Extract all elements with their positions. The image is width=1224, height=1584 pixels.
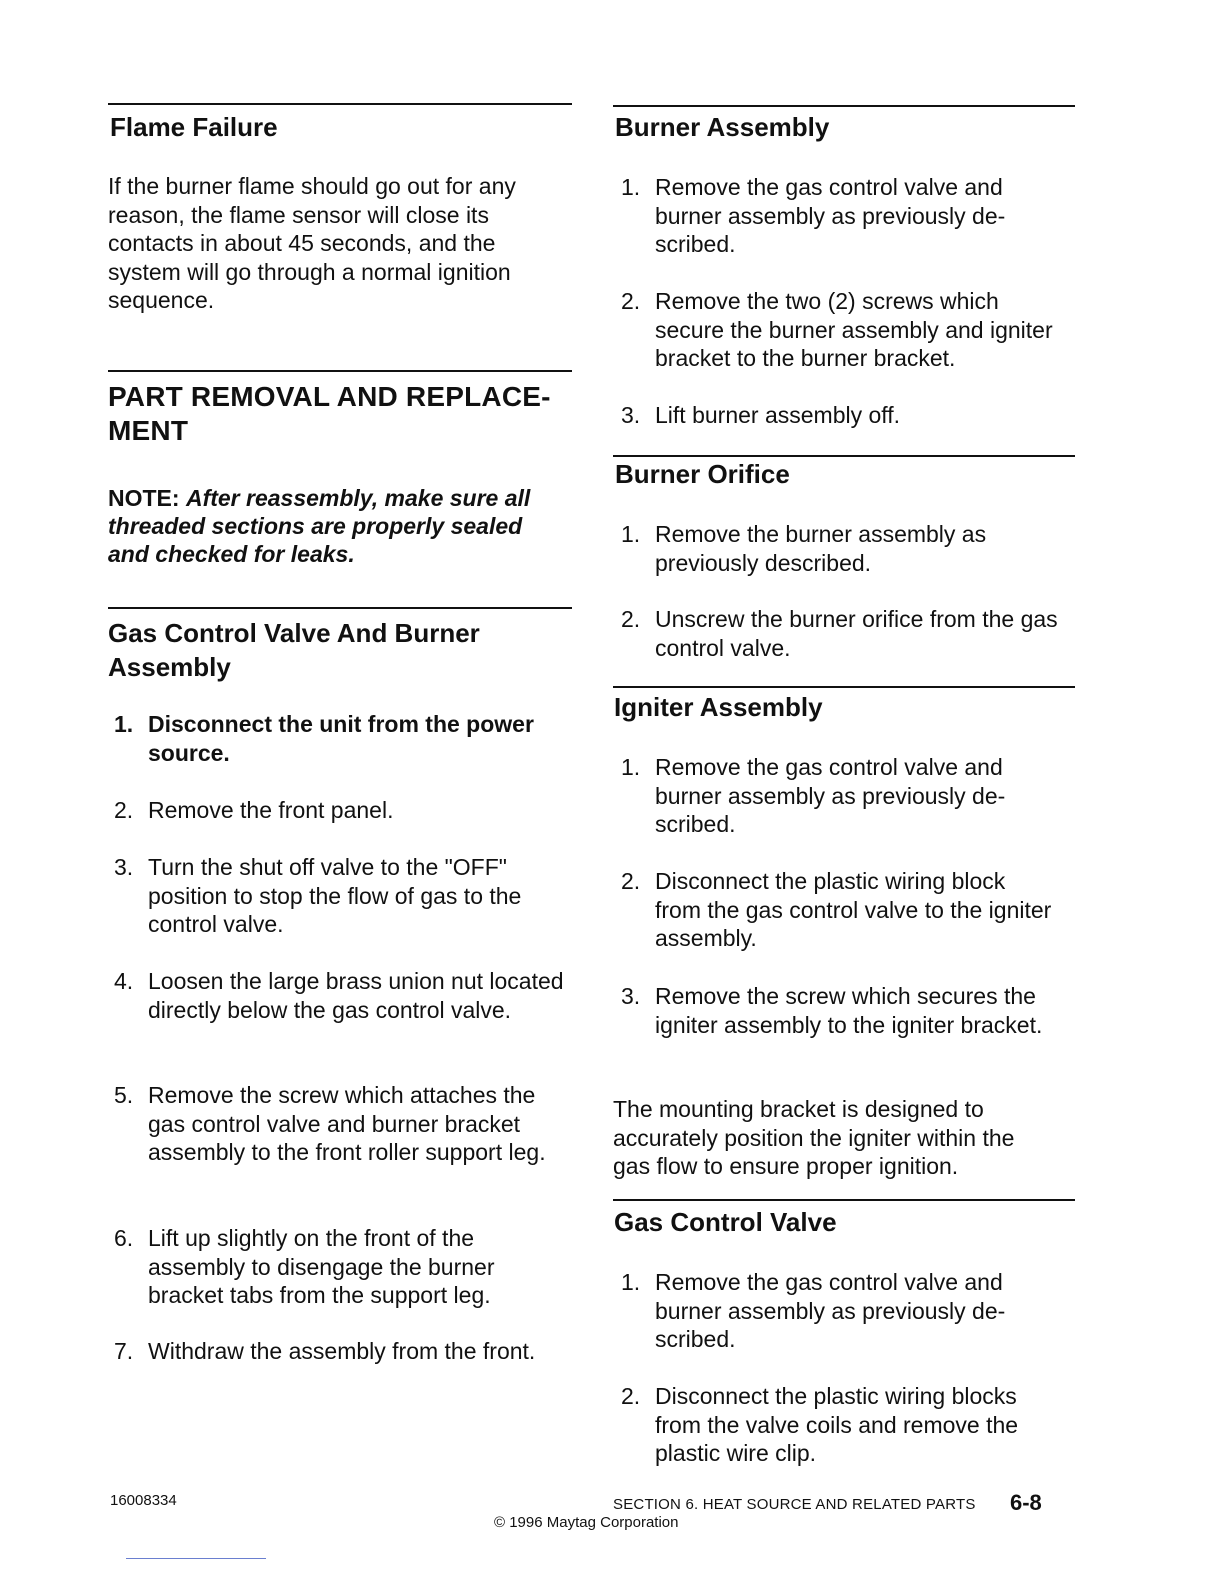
step-text: Remove the burner assembly as previously described.: [655, 521, 987, 576]
step-text: Disconnect the unit from the power source.: [148, 711, 534, 766]
list-item: [615, 982, 1045, 1039]
section-rule: [613, 105, 1075, 107]
section-rule: [108, 607, 572, 609]
section-rule: [108, 103, 572, 105]
part-removal-heading: [108, 380, 572, 448]
list-item: [108, 1081, 572, 1167]
step-text: Disconnect the plastic wiring blocks from the valve coils and remove the plastic wire clip.: [655, 1383, 1019, 1467]
list-item: [108, 796, 568, 825]
list-item: [615, 1382, 1055, 1468]
step-number: 7.: [114, 1338, 134, 1364]
step-number: 1.: [621, 521, 641, 547]
step-number: 2.: [621, 868, 641, 894]
copyright: © 1996 Maytag Corporation: [494, 1514, 679, 1531]
step-number: 3.: [114, 854, 134, 880]
note: [108, 484, 568, 568]
step-text: Withdraw the assembly from the front.: [148, 1338, 536, 1364]
step-text: Remove the screw which attaches the gas control valve and burner bracket assembly to the front roller support leg.: [148, 1082, 546, 1166]
step-text: Lift up slightly on the front of the assembly to disengage the burner bracket tabs from the support leg.: [148, 1225, 495, 1309]
step-text: Remove the screw which secures the igniter assembly to the igniter bracket.: [655, 983, 1043, 1038]
section-rule: [613, 455, 1075, 457]
step-text: Lift burner assembly off.: [655, 402, 901, 428]
step-text: Remove the two (2) screws which secure the burner assembly and igniter bracket to the burner bracket.: [655, 288, 1053, 372]
list-item: [108, 853, 568, 939]
igniter-assembly-heading: Igniter Assembly: [614, 692, 823, 722]
step-text: Unscrew the burner orifice from the gas control valve.: [655, 606, 1058, 661]
burner-orifice-heading: Burner Orifice: [615, 459, 790, 489]
gas-control-valve-heading: Gas Control Valve: [614, 1207, 837, 1237]
step-number: 2.: [621, 606, 641, 632]
step-number: 6.: [114, 1225, 134, 1251]
step-number: 1.: [621, 1269, 641, 1295]
igniter-assembly-body: The mounting bracket is designed to accurately position the igniter within the gas flow to ensure proper ignition.: [613, 1096, 1015, 1180]
page-number: 6-8: [1010, 1490, 1042, 1515]
part-removal-heading-line2: MENT: [108, 415, 189, 446]
step-text: Remove the gas control valve and burner assembly as previously de-scribed.: [655, 1269, 1006, 1353]
list-item: [108, 967, 568, 1024]
list-item: [108, 710, 568, 767]
step-number: 3.: [621, 983, 641, 1009]
gas-control-burner-heading-line1: Gas Control Valve And Burner: [108, 618, 480, 648]
step-text: Remove the gas control valve and burner assembly as previously de-scribed.: [655, 754, 1006, 838]
section-rule: [108, 370, 572, 372]
section-rule: [613, 1199, 1075, 1201]
part-removal-heading-line1: PART REMOVAL AND REPLACE-: [108, 381, 551, 412]
list-item: [615, 1268, 1045, 1354]
list-item: [615, 605, 1065, 662]
document-number: 16008334: [110, 1492, 177, 1509]
list-item: [108, 1337, 548, 1366]
list-item: [615, 173, 1045, 259]
gas-control-burner-heading-line2: Assembly: [108, 652, 231, 682]
list-item: [615, 401, 1065, 430]
gas-control-burner-heading: [108, 616, 572, 684]
note-text: After reassembly, make sure all threaded sections are properly sealed and checked for leaks.: [108, 485, 531, 567]
step-text: Disconnect the plastic wiring block from the gas control valve to the igniter assembly.: [655, 868, 1052, 952]
step-number: 2.: [114, 797, 134, 823]
step-number: 3.: [621, 402, 641, 428]
list-item: [615, 287, 1065, 373]
step-number: 2.: [621, 1383, 641, 1409]
burner-assembly-heading: Burner Assembly: [615, 112, 830, 142]
step-number: 2.: [621, 288, 641, 314]
section-title: SECTION 6. HEAT SOURCE AND RELATED PARTS: [613, 1496, 976, 1513]
section-rule: [613, 686, 1075, 688]
note-label: NOTE:: [108, 485, 180, 511]
step-text: Loosen the large brass union nut located directly below the gas control valve.: [148, 968, 564, 1023]
step-text: Turn the shut off valve to the "OFF" position to stop the flow of gas to the control valve.: [148, 854, 522, 938]
list-item: [615, 520, 1045, 577]
flame-failure-heading: Flame Failure: [110, 112, 278, 142]
scan-mark: [126, 1558, 266, 1559]
step-text: Remove the gas control valve and burner assembly as previously de-scribed.: [655, 174, 1006, 258]
step-number: 1.: [621, 174, 641, 200]
list-item: [108, 1224, 568, 1310]
step-number: 1.: [621, 754, 641, 780]
step-number: 4.: [114, 968, 134, 994]
step-number: 1.: [114, 711, 134, 737]
step-text: Remove the front panel.: [148, 797, 394, 823]
flame-failure-body: If the burner flame should go out for any reason, the flame sensor will close its contacts in about 45 seconds, and the system will go through a normal ignition sequence.: [108, 173, 516, 314]
list-item: [615, 753, 1045, 839]
list-item: [615, 867, 1055, 953]
step-number: 5.: [114, 1082, 134, 1108]
